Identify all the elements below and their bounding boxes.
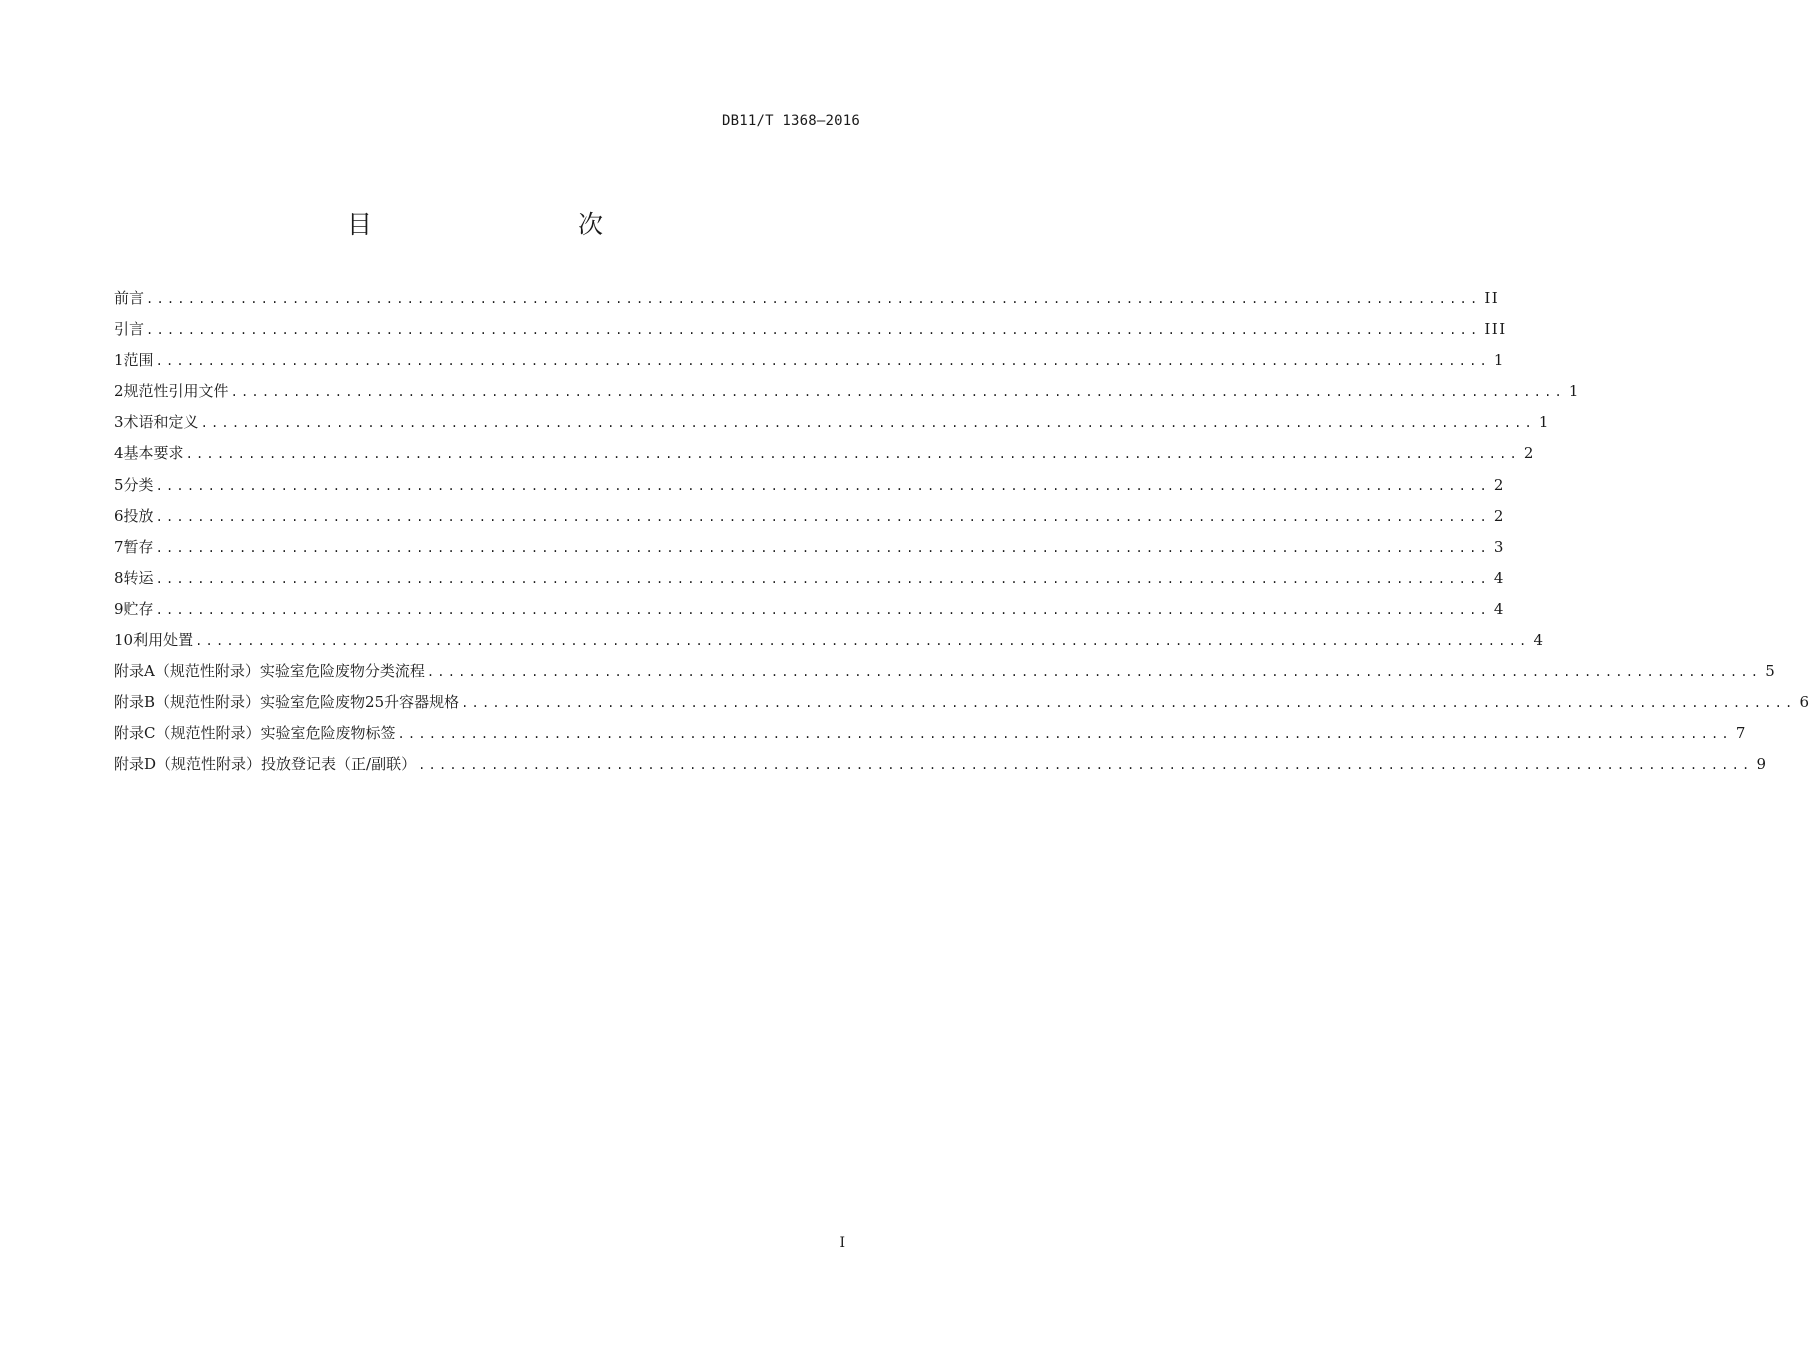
toc-item-number: 3 [114,413,124,432]
toc-page-number: 4 [1533,631,1545,650]
toc-appendix-prefix: 附录A（规范性附录） [114,662,260,681]
toc-item-clause-5[interactable] [114,472,1505,503]
toc-item-appendix-d[interactable] [114,751,1768,782]
toc-item-label: 实验室危险废物标签 [260,724,396,743]
table-of-contents [114,285,1811,783]
toc-item-number: 9 [114,599,124,618]
toc-leader-dots: ................................................................................................................................ [155,354,1490,369]
toc-item-clause-4[interactable] [114,440,1535,471]
toc-page-number: III [1484,320,1507,339]
toc-page-number: 1 [1568,382,1580,401]
toc-page-number: 4 [1493,568,1505,587]
toc-item-number: 2 [114,382,124,401]
toc-item-label: 范围 [123,351,154,370]
toc-leader-dots: ................................................................................................................................ [185,447,1520,462]
toc-page-number: 9 [1756,755,1768,774]
toc-leader-dots: ................................................................................................................................ [155,478,1490,493]
toc-item-clause-2[interactable] [114,378,1580,409]
toc-item-label: 基本要求 [123,444,184,463]
toc-page-number: 6 [1799,693,1811,712]
toc-item-label: 转运 [123,568,154,587]
toc-page-number: 5 [1765,662,1777,681]
toc-item-clause-8[interactable] [114,565,1505,596]
toc-leader-dots: ................................................................................................................................ [146,323,1481,338]
toc-item-label: 投放登记表（正/副联） [261,755,417,774]
toc-item-label: 前言 [114,289,145,307]
toc-item-label: 投放 [123,506,154,525]
toc-page-number: 1 [1538,413,1550,432]
toc-item-number: 5 [114,475,124,494]
toc-item-label: 实验室危险废物25升容器规格 [260,693,460,712]
toc-leader-dots: ................................................................................................................................ [155,571,1490,586]
toc-item-clause-6[interactable] [114,503,1505,534]
toc-item-appendix-c[interactable] [114,720,1747,751]
toc-appendix-prefix: 附录B（规范性附录） [114,693,261,712]
toc-item-foreword[interactable] [114,285,1500,316]
page-title: 目 次 [346,210,655,239]
toc-item-label: 贮存 [123,599,154,618]
toc-leader-dots: ................................................................................................................................ [155,509,1490,524]
toc-item-clause-1[interactable] [114,347,1505,378]
toc-leader-dots: ................................................................................................................................ [155,540,1490,555]
toc-appendix-prefix: 附录C（规范性附录） [114,724,261,743]
toc-item-label: 暂存 [123,537,154,556]
toc-item-label: 术语和定义 [123,413,199,432]
toc-leader-dots: ................................................................................................................................ [418,758,1753,773]
toc-leader-dots: ................................................................................................................................ [200,416,1535,431]
toc-leader-dots: ................................................................................................................................ [195,634,1530,649]
toc-leader-dots: ................................................................................................................................ [230,385,1565,400]
toc-page-number: 2 [1493,475,1505,494]
toc-item-appendix-a[interactable] [114,658,1777,689]
toc-item-introduction[interactable] [114,316,1507,347]
toc-item-number: 10 [114,631,134,650]
toc-page-number: 2 [1493,506,1505,525]
toc-page-number: II [1484,289,1500,307]
toc-item-label: 规范性引用文件 [123,382,229,401]
toc-item-label: 实验室危险废物分类流程 [259,662,425,681]
toc-item-label: 利用处置 [133,631,194,650]
toc-item-number: 1 [114,351,124,370]
toc-leader-dots: ................................................................................................................................ [397,727,1732,742]
toc-leader-dots: ................................................................................................................................ [155,602,1490,617]
toc-page-number: 1 [1493,351,1505,370]
toc-page-number: 2 [1523,444,1535,463]
toc-item-number: 4 [114,444,124,463]
toc-leader-dots: ................................................................................................................................ [461,696,1796,711]
toc-page-number: 4 [1493,599,1505,618]
toc-item-clause-9[interactable] [114,596,1505,627]
page-number: I [839,1235,845,1251]
toc-item-clause-10[interactable] [114,627,1545,658]
toc-appendix-prefix: 附录D（规范性附录） [114,755,262,774]
toc-item-number: 6 [114,506,124,525]
toc-leader-dots: ................................................................................................................................ [146,292,1481,306]
toc-page-number: 7 [1735,724,1747,743]
toc-item-clause-3[interactable] [114,409,1550,440]
toc-item-number: 8 [114,568,124,587]
toc-item-clause-7[interactable] [114,534,1505,565]
toc-item-label: 分类 [123,475,154,494]
toc-item-number: 7 [114,537,124,556]
toc-page-number: 3 [1493,537,1505,556]
toc-leader-dots: ................................................................................................................................ [426,665,1762,680]
toc-item-label: 引言 [114,320,145,339]
standard-code: DB11/T 1368—2016 [721,113,860,129]
toc-item-appendix-b[interactable] [114,689,1811,720]
